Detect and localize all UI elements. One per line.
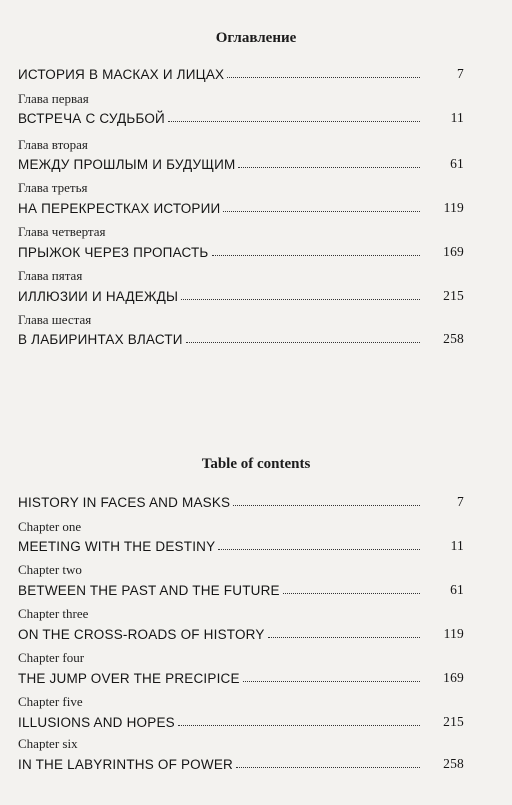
chapter-label-en-4: Chapter four (18, 650, 85, 665)
toc-entry-en-4 (18, 666, 464, 686)
dot-leader (218, 549, 420, 550)
toc-entry-ru-4 (18, 240, 464, 260)
page-number: 119 (443, 200, 464, 215)
entry-title: MEETING WITH THE DESTINY (18, 539, 216, 554)
chapter-label-ru-6: Глава шестая (18, 312, 92, 327)
toc-heading-russian: Оглавление (215, 30, 297, 46)
entry-title: МЕЖДУ ПРОШЛЫМ И БУДУЩИМ (18, 157, 236, 172)
chapter-label-ru-2: Глава вторая (18, 137, 88, 152)
dot-leader (233, 505, 420, 506)
chapter-label-ru-1: Глава первая (18, 91, 89, 106)
entry-title: НА ПЕРЕКРЕСТКАХ ИСТОРИИ (18, 201, 221, 216)
toc-entry-en-1 (18, 534, 464, 554)
toc-entry-ru-1 (18, 106, 464, 126)
entry-title: ILLUSIONS AND HOPES (18, 715, 175, 730)
dot-leader (181, 299, 420, 300)
page-number: 169 (443, 244, 464, 259)
toc-entry-ru-5 (18, 284, 464, 304)
entry-title: ИЛЛЮЗИИ И НАДЕЖДЫ (18, 289, 179, 304)
toc-entry-en-2 (18, 578, 464, 598)
page-number: 11 (450, 110, 464, 125)
page-number: 258 (443, 756, 464, 771)
toc-entry-en-3 (18, 622, 464, 642)
chapter-label-en-3: Chapter three (18, 606, 89, 621)
dot-leader (178, 725, 420, 726)
chapter-label-en-1: Chapter one (18, 519, 82, 534)
toc-entry-prologue-en (18, 490, 464, 510)
entry-title: ON THE CROSS-ROADS OF HISTORY (18, 627, 265, 642)
dot-leader (212, 255, 421, 256)
entry-title: ПРЫЖОК ЧЕРЕЗ ПРОПАСТЬ (18, 245, 209, 260)
dot-leader (238, 167, 420, 168)
page-number: 215 (443, 288, 464, 303)
chapter-label-en-5: Chapter five (18, 694, 83, 709)
page-number: 11 (450, 538, 464, 553)
page-number: 61 (450, 156, 464, 171)
toc-entry-ru-3 (18, 196, 464, 216)
page-number: 119 (443, 626, 464, 641)
dot-leader (186, 342, 420, 343)
entry-title: В ЛАБИРИНТАХ ВЛАСТИ (18, 332, 183, 347)
page-number: 215 (443, 714, 464, 729)
page-number: 7 (457, 494, 464, 509)
entry-title: ВСТРЕЧА С СУДЬБОЙ (18, 111, 165, 126)
chapter-label-en-6: Chapter six (18, 736, 78, 751)
toc-entry-ru-2 (18, 152, 464, 172)
dot-leader (168, 121, 420, 122)
page-number: 258 (443, 331, 464, 346)
dot-leader (227, 77, 420, 78)
entry-title: IN THE LABYRINTHS OF POWER (18, 757, 233, 772)
chapter-label-en-2: Chapter two (18, 562, 82, 577)
toc-entry-en-6 (18, 752, 464, 772)
dot-leader (243, 681, 420, 682)
toc-entry-prologue-ru (18, 62, 464, 82)
page-number: 7 (457, 66, 464, 81)
entry-title: ИСТОРИЯ В МАСКАХ И ЛИЦАХ (18, 67, 225, 82)
entry-title: HISTORY IN FACES AND MASKS (18, 495, 231, 510)
dot-leader (236, 767, 420, 768)
dot-leader (283, 593, 420, 594)
toc-heading-english: Table of contents (201, 456, 311, 472)
chapter-label-ru-3: Глава третья (18, 180, 88, 195)
toc-entry-ru-6 (18, 327, 464, 347)
chapter-label-ru-5: Глава пятая (18, 268, 83, 283)
page-number: 61 (450, 582, 464, 597)
chapter-label-ru-4: Глава четвертая (18, 224, 106, 239)
dot-leader (268, 637, 420, 638)
toc-entry-en-5 (18, 710, 464, 730)
entry-title: BETWEEN THE PAST AND THE FUTURE (18, 583, 280, 598)
dot-leader (223, 211, 420, 212)
entry-title: THE JUMP OVER THE PRECIPICE (18, 671, 240, 686)
page-number: 169 (443, 670, 464, 685)
